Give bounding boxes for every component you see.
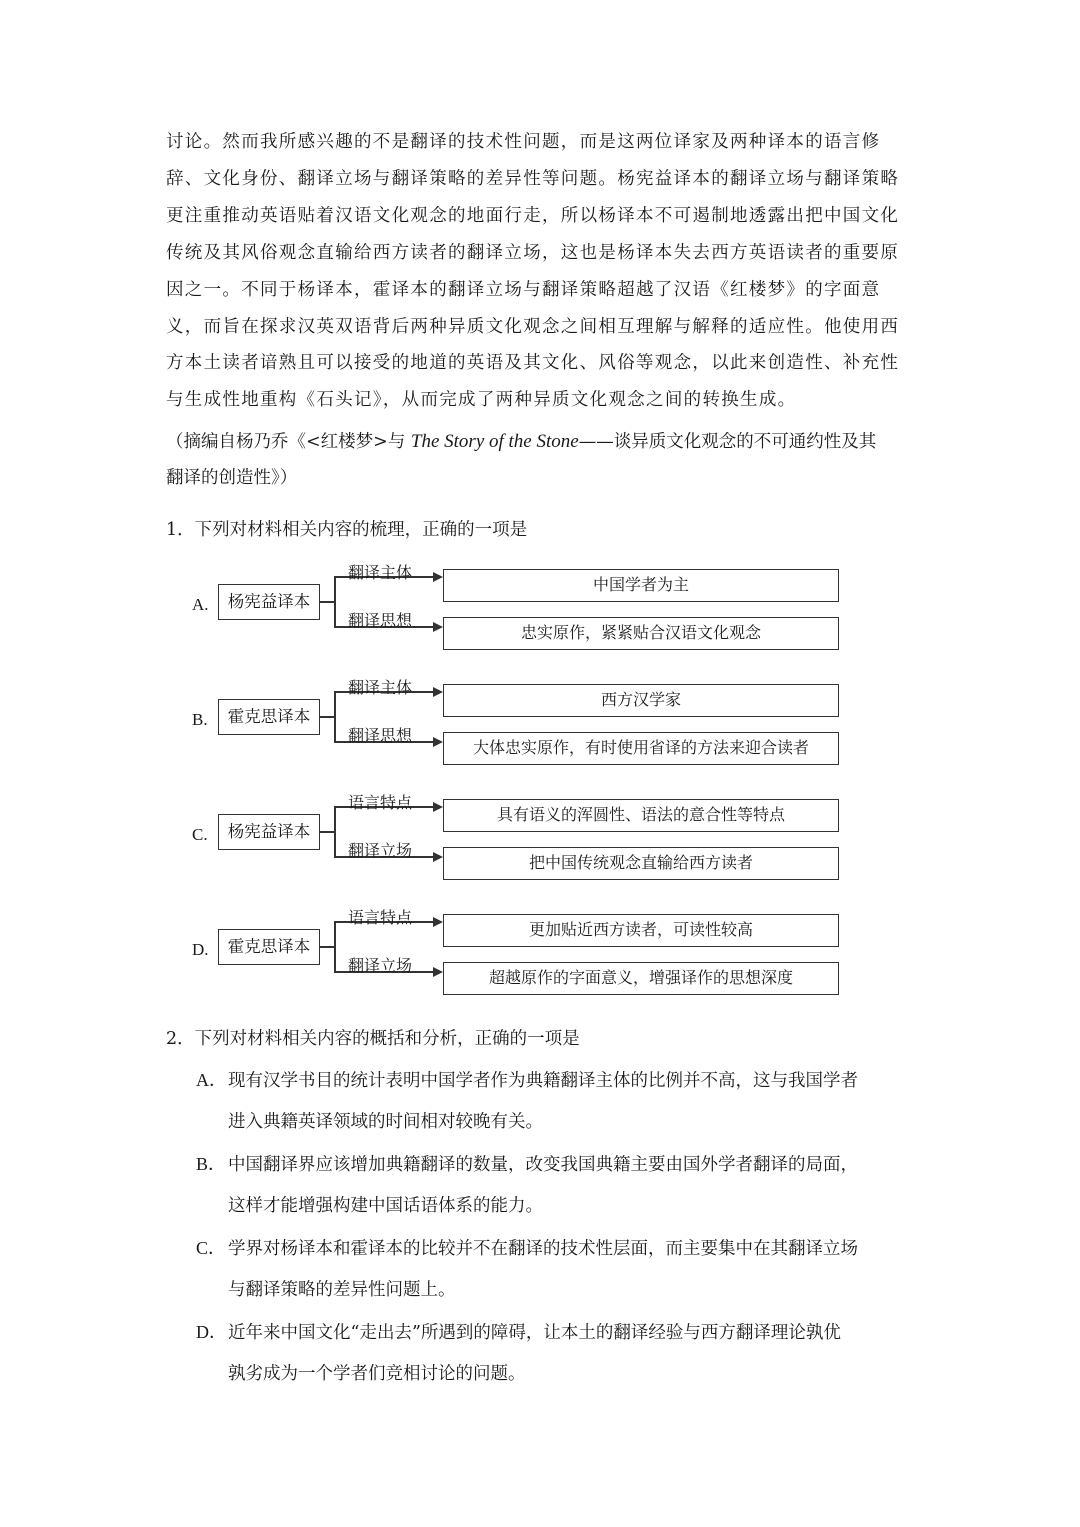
connector-line <box>320 946 335 948</box>
branch-category: 语言特点 <box>348 793 413 812</box>
branch-content-box: 大体忠实原作，有时使用省译的方法来迎合读者 <box>443 732 839 765</box>
option-text: 中国翻译界应该增加典籍翻译的数量，改变我国典籍主要由国外学者翻译的局面， <box>228 1155 858 1175</box>
connector-line <box>334 576 336 627</box>
passage-line: 辞、文化身份、翻译立场与翻译策略的差异性等问题。杨宪益译本的翻译立场与翻译策略 <box>166 168 900 189</box>
arrow-icon <box>433 802 443 812</box>
option-letter: A． <box>196 1070 227 1090</box>
option-text-cont: 这样才能增强构建中国话语体系的能力。 <box>228 1196 543 1216</box>
arrow-icon <box>433 572 443 582</box>
option-text-cont: 与翻译策略的差异性问题上。 <box>228 1280 456 1300</box>
translation-version-box: 霍克思译本 <box>218 699 320 735</box>
passage-line: 传统及其风俗观念直输给西方读者的翻译立场，这也是杨译本失去西方英语读者的重要原 <box>166 242 900 263</box>
branch-content-box: 超越原作的字面意义，增强译作的思想深度 <box>443 962 839 995</box>
branch-content-box: 具有语义的浑圆性、语法的意合性等特点 <box>443 799 839 832</box>
arrow-icon <box>433 967 443 977</box>
source-line2: 翻译的创造性》） <box>166 468 298 488</box>
option-letter: C． <box>196 1238 227 1258</box>
translation-version-box: 杨宪益译本 <box>218 814 320 850</box>
translation-version-box: 霍克思译本 <box>218 929 320 965</box>
source-prefix: （摘编自杨乃乔《<红楼梦>与 <box>166 432 411 452</box>
branch-content-box: 中国学者为主 <box>443 569 839 602</box>
q1-option-a <box>0 563 1080 662</box>
q1-option-d <box>0 908 1080 1007</box>
branch-content-box: 更加贴近西方读者，可读性较高 <box>443 914 839 947</box>
branch-content-box: 西方汉学家 <box>443 684 839 717</box>
branch-category: 翻译思想 <box>348 726 413 745</box>
passage-text <box>166 124 926 419</box>
arrow-icon <box>433 852 443 862</box>
question-2-stem: 2．下列对材料相关内容的概括和分析，正确的一项是 <box>166 1029 580 1049</box>
source-citation <box>166 424 926 496</box>
branch-category: 语言特点 <box>348 908 413 927</box>
source-suffix: ——谈异质文化观念的不可通约性及其 <box>578 432 877 452</box>
translation-version-box: 杨宪益译本 <box>218 584 320 620</box>
option-text: 现有汉学书目的统计表明中国学者作为典籍翻译主体的比例并不高，这与我国学者 <box>228 1071 858 1091</box>
passage-line: 讨论。然而我所感兴趣的不是翻译的技术性问题，而是这两位译家及两种译本的语言修 <box>166 132 881 152</box>
connector-line <box>320 716 335 718</box>
option-text-cont: 孰劣成为一个学者们竞相讨论的问题。 <box>228 1364 526 1384</box>
option-letter: B． <box>196 1154 227 1174</box>
branch-category: 翻译主体 <box>348 678 413 697</box>
source-english-title: The Story of the Stone <box>410 431 579 452</box>
arrow-icon <box>433 737 443 747</box>
connector-line <box>320 601 335 603</box>
option-letter: C. <box>192 825 208 844</box>
connector-line <box>334 921 336 972</box>
arrow-icon <box>433 622 443 632</box>
option-text-cont: 进入典籍英译领域的时间相对较晚有关。 <box>228 1112 543 1132</box>
question-1-stem: 1．下列对材料相关内容的梳理，正确的一项是 <box>166 520 528 540</box>
question-2-option-b <box>196 1144 916 1227</box>
option-text: 近年来中国文化“走出去”所遇到的障碍，让本土的翻译经验与西方翻译理论孰优 <box>228 1323 841 1343</box>
question-2-option-a <box>196 1060 916 1143</box>
connector-line <box>320 831 335 833</box>
connector-line <box>334 691 336 742</box>
option-letter: A. <box>192 595 209 614</box>
option-text: 学界对杨译本和霍译本的比较并不在翻译的技术性层面，而主要集中在其翻译立场 <box>228 1239 858 1259</box>
branch-content-box: 忠实原作，紧紧贴合汉语文化观念 <box>443 617 839 650</box>
option-letter: D． <box>196 1322 227 1342</box>
connector-line <box>334 806 336 857</box>
passage-line: 义，而旨在探求汉英双语背后两种异质文化观念之间相互理解与解释的适应性。他使用西 <box>166 316 900 337</box>
branch-category: 翻译立场 <box>348 841 413 860</box>
passage-line: 更注重推动英语贴着汉语文化观念的地面行走，所以杨译本不可遏制地透露出把中国文化 <box>166 205 900 226</box>
passage-line: 方本土读者谙熟且可以接受的地道的英语及其文化、风俗等观念，以此来创造性、补充性 <box>166 353 900 374</box>
passage-line: 与生成性地重构《石头记》，从而完成了两种异质文化观念之间的转换生成。 <box>166 390 797 411</box>
q1-option-b <box>0 678 1080 777</box>
branch-content-box: 把中国传统观念直输给西方读者 <box>443 847 839 880</box>
q1-option-c <box>0 793 1080 892</box>
arrow-icon <box>433 687 443 697</box>
question-2-option-c <box>196 1228 916 1311</box>
arrow-icon <box>433 917 443 927</box>
option-letter: B. <box>192 710 208 729</box>
passage-line: 因之一。不同于杨译本，霍译本的翻译立场与翻译策略超越了汉语《红楼梦》的字面意 <box>166 279 881 300</box>
branch-category: 翻译主体 <box>348 563 413 582</box>
question-2-option-d <box>196 1312 916 1395</box>
branch-category: 翻译立场 <box>348 956 413 975</box>
branch-category: 翻译思想 <box>348 611 413 630</box>
option-letter: D. <box>192 940 209 959</box>
